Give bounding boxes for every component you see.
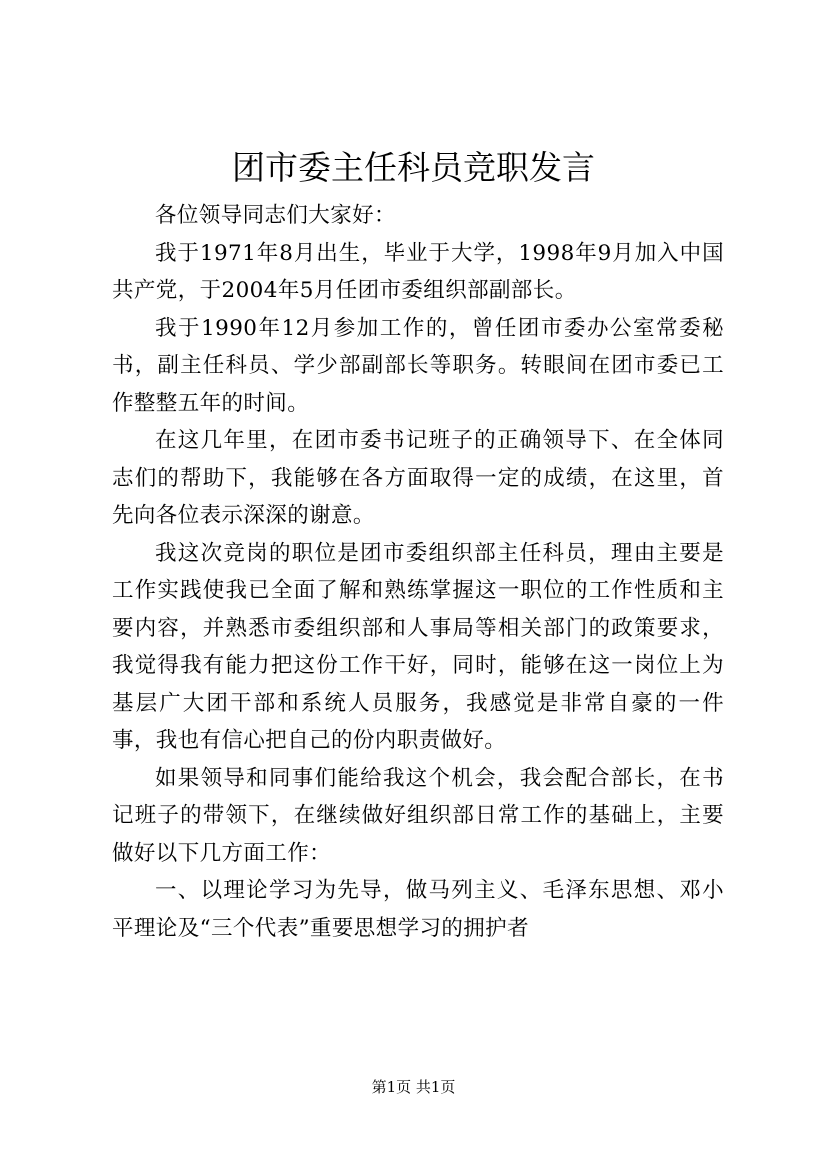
paragraph: 一、以理论学习为先导，做马列主义、毛泽东思想、邓小平理论及“三个代表”重要思想学习的拥护者 [112, 878, 724, 941]
paragraph-greeting: 各位领导同志们大家好： [155, 203, 396, 228]
page-number-footer: 第1页 共1页 [371, 1078, 456, 1096]
paragraph: 我于1971年8月出生，毕业于大学，1998年9月加入中国共产党，于2004年5月任团市委组织部副部长。 [112, 240, 724, 303]
paragraph: 我这次竞岗的职位是团市委组织部主任科员，理由主要是工作实践使我已全面了解和熟练掌握这一职位的工作性质和主要内容，并熟悉市委组织部和人事局等相关部门的政策要求，我觉得我有能力把这份工作干好，同时，能够在这一岗位上为基层广大团干部和系统人员服务，我感觉是非常自豪的一件事，我也有信心把自己的份内职责做好。 [112, 540, 724, 753]
document-title: 团市委主任科员竞职发言 [232, 148, 595, 187]
paragraph: 在这几年里，在团市委书记班子的正确领导下、在全体同志们的帮助下，我能够在各方面取得一定的成绩，在这里，首先向各位表示深深的谢意。 [112, 428, 724, 528]
paragraph: 如果领导和同事们能给我这个机会，我会配合部长，在书记班子的带领下，在继续做好组织部日常工作的基础上，主要做好以下几方面工作： [112, 765, 724, 866]
document-body [112, 197, 724, 947]
paragraph: 我于1990年12月参加工作的，曾任团市委办公室常委秘书，副主任科员、学少部副部长等职务。转眼间在团市委已工作整整五年的时间。 [112, 315, 724, 416]
